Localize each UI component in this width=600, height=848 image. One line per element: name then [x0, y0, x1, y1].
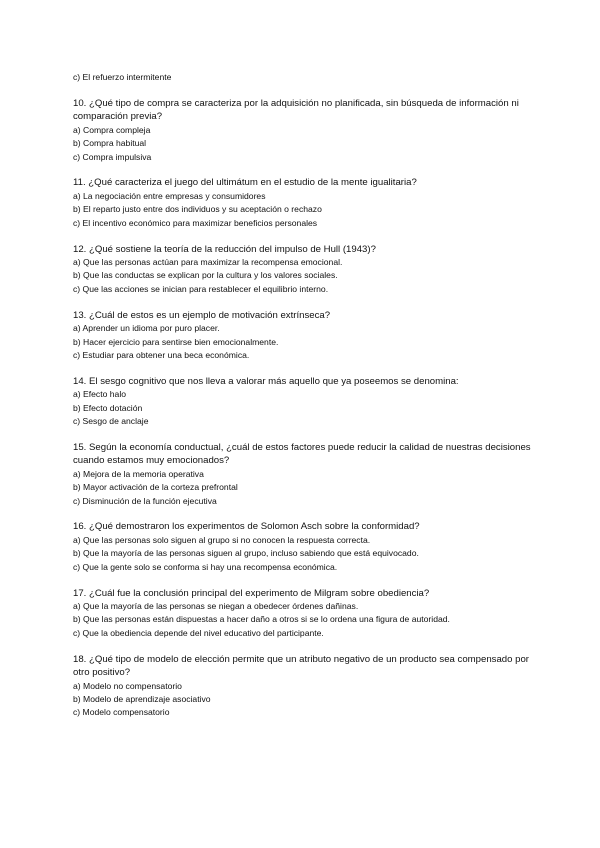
option-b: b) El reparto justo entre dos individuos y su aceptación o rechazo — [73, 204, 322, 215]
option-a: a) Que las personas solo siguen al grupo si no conocen la respuesta correcta. — [73, 534, 371, 545]
spacer — [73, 296, 533, 309]
spacer — [73, 508, 533, 521]
spacer — [73, 574, 533, 587]
question-14 — [73, 375, 533, 429]
question-16 — [73, 520, 533, 574]
spacer — [73, 362, 533, 375]
question-12 — [73, 243, 533, 297]
option-b: b) Que las conductas se explican por la cultura y los valores sociales. — [73, 270, 338, 281]
option-b: b) Mayor activación de la corteza prefrontal — [73, 482, 238, 493]
spacer — [73, 428, 533, 441]
question-list — [73, 71, 533, 720]
question-13 — [73, 309, 533, 363]
option-c: c) Que la obediencia depende del nivel educativo del participante. — [73, 627, 324, 638]
option-b: b) Que la mayoría de las personas siguen al grupo, incluso sabiendo que está equivocado. — [73, 548, 419, 559]
question-11 — [73, 176, 533, 230]
option-c: c) Compra impulsiva — [73, 151, 152, 162]
option-a: a) Mejora de la memoria operativa — [73, 468, 204, 479]
option-b: b) Que las personas están dispuestas a hacer daño a otros si se lo ordena una figura de autoridad. — [73, 614, 450, 625]
question-text: 18. ¿Qué tipo de modelo de elección permite que un atributo negativo de un producto sea compensado por otro positivo? — [73, 653, 530, 679]
spacer — [73, 84, 533, 97]
option-c: c) Modelo compensatorio — [73, 707, 170, 718]
question-text: 15. Según la economía conductual, ¿cuál de estos factores puede reducir la calidad de nuestras decisiones cuando estamos muy emocionados? — [73, 441, 531, 467]
question-text: 10. ¿Qué tipo de compra se caracteriza por la adquisición no planificada, sin búsqueda de información ni comparación previa? — [73, 97, 519, 123]
question-17 — [73, 587, 533, 641]
option-c: c) Estudiar para obtener una beca económica. — [73, 349, 250, 360]
question-15 — [73, 441, 533, 508]
spacer — [73, 164, 533, 177]
question-text: 11. ¿Qué caracteriza el juego del ultimátum en el estudio de la mente igualitaria? — [73, 177, 417, 189]
option-b: b) Efecto dotación — [73, 402, 143, 413]
option-a: a) Compra compleja — [73, 124, 151, 135]
question-text: 12. ¿Qué sostiene la teoría de la reducción del impulso de Hull (1943)? — [73, 243, 376, 255]
option-a: a) Que la mayoría de las personas se niegan a obedecer órdenes dañinas. — [73, 601, 359, 611]
question-text: 17. ¿Cuál fue la conclusión principal del experimento de Milgram sobre obediencia? — [73, 587, 430, 599]
question-18 — [73, 653, 533, 720]
option-b: b) Modelo de aprendizaje asociativo — [73, 693, 211, 704]
option-c: c) Que las acciones se inician para restablecer el equilibrio interno. — [73, 283, 329, 294]
option-c: c) El incentivo económico para maximizar beneficios personales — [73, 217, 318, 228]
question-text: 16. ¿Qué demostraron los experimentos de Solomon Asch sobre la conformidad? — [73, 521, 420, 533]
question-text: 14. El sesgo cognitivo que nos lleva a valorar más aquello que ya poseemos se denomina: — [73, 375, 459, 387]
option-a: a) Efecto halo — [73, 389, 127, 400]
question-text: 13. ¿Cuál de estos es un ejemplo de motivación extrínseca? — [73, 309, 331, 321]
option-a: a) La negociación entre empresas y consumidores — [73, 190, 266, 201]
option-a: a) Que las personas actúan para maximizar la recompensa emocional. — [73, 256, 343, 267]
option-b: b) Compra habitual — [73, 138, 147, 149]
option-c: c) Que la gente solo se conforma si hay una recompensa económica. — [73, 561, 338, 572]
option-c: c) Sesgo de anclaje — [73, 416, 149, 427]
option-c: c) Disminución de la función ejecutiva — [73, 495, 217, 506]
option-b: b) Hacer ejercicio para sentirse bien emocionalmente. — [73, 336, 279, 347]
question-10 — [73, 97, 533, 164]
spacer — [73, 230, 533, 243]
top-option: c) El refuerzo intermitente — [73, 72, 172, 82]
option-a: a) Modelo no compensatorio — [73, 680, 182, 691]
option-a: a) Aprender un idioma por puro placer. — [73, 323, 220, 334]
spacer — [73, 640, 533, 653]
